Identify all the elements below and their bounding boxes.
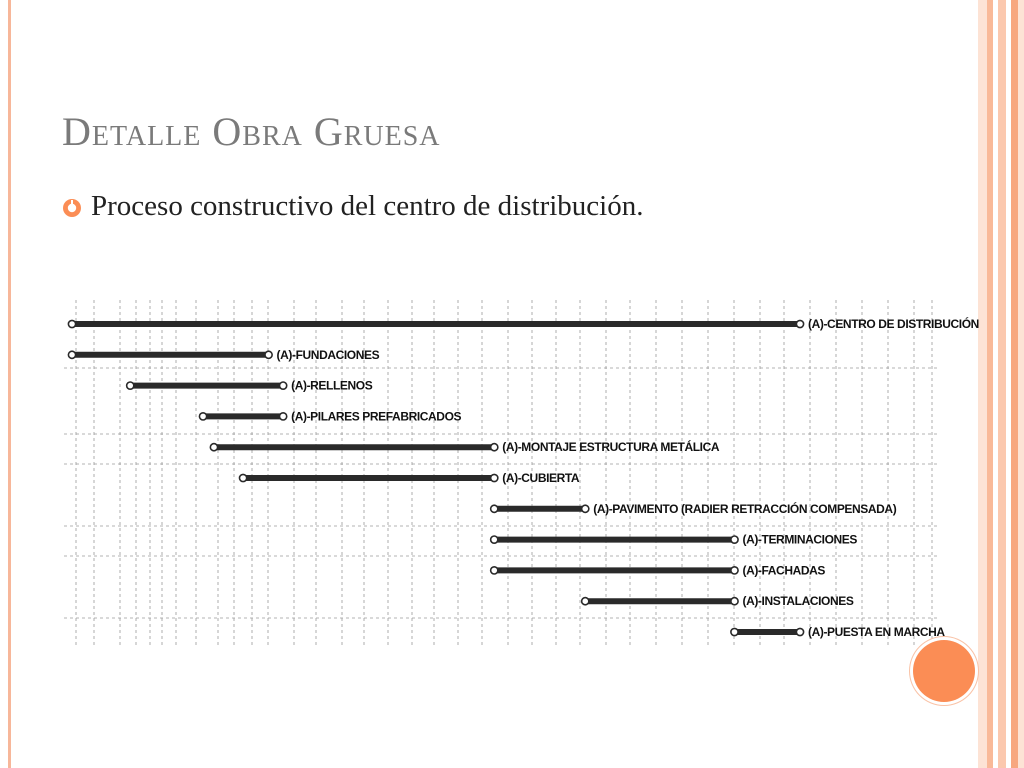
gantt-chart xyxy=(62,298,979,650)
gantt-task-label: (A)-TERMINACIONES xyxy=(742,532,858,547)
gantt-task-label: (A)-INSTALACIONES xyxy=(742,594,854,609)
gantt-bar xyxy=(494,506,585,512)
bar-start-node xyxy=(199,413,206,420)
gantt-task xyxy=(731,625,946,639)
gantt-task xyxy=(199,409,461,423)
bar-start-node xyxy=(127,382,134,389)
gantt-task xyxy=(210,439,720,454)
gantt-svg xyxy=(62,298,979,650)
gantt-bar xyxy=(130,383,283,389)
gantt-bar xyxy=(494,567,734,573)
bar-end-node xyxy=(582,505,589,512)
gantt-task-label: (A)-FUNDACIONES xyxy=(276,347,380,362)
bullet-circle-icon xyxy=(62,198,82,218)
bar-end-node xyxy=(796,320,803,327)
decorative-orange-circle xyxy=(913,640,975,702)
right-decorative-stripes xyxy=(976,0,1024,768)
gantt-bar xyxy=(243,475,494,481)
bar-end-node xyxy=(491,444,498,451)
bar-start-node xyxy=(491,536,498,543)
bar-start-node xyxy=(731,628,738,635)
gantt-task-label: (A)-MONTAJE ESTRUCTURA METÁLICA xyxy=(502,440,720,455)
bar-end-node xyxy=(491,474,498,481)
gantt-task-label: (A)-PUESTA EN MARCHA xyxy=(808,625,945,639)
bar-end-node xyxy=(731,598,738,605)
gantt-task-label: (A)-CUBIERTA xyxy=(502,471,580,485)
gantt-bar xyxy=(214,444,494,450)
bar-end-node xyxy=(731,536,738,543)
bullet-text: Proceso constructivo del centro de distribución. xyxy=(91,190,644,222)
bar-start-node xyxy=(582,598,589,605)
gantt-bar xyxy=(585,598,734,604)
gantt-task xyxy=(582,594,854,608)
bar-start-node xyxy=(239,474,246,481)
bar-end-node xyxy=(731,567,738,574)
gantt-task-label: (A)-PILARES PREFABRICADOS xyxy=(291,409,462,424)
gantt-task xyxy=(491,533,858,547)
bar-start-node xyxy=(68,351,75,358)
gantt-task xyxy=(68,348,379,362)
gantt-bar xyxy=(734,629,800,635)
gantt-bar xyxy=(72,352,269,358)
gantt-task-label: (A)-CENTRO DE DISTRIBUCIÓN xyxy=(808,317,979,331)
gantt-task xyxy=(491,501,897,516)
bar-end-node xyxy=(280,413,287,420)
bar-start-node xyxy=(210,444,217,451)
gantt-bar xyxy=(494,537,734,543)
gantt-task-label: (A)-PAVIMENTO (RADIER RETRACCIÓN COMPENSADA) xyxy=(593,501,897,516)
gantt-task xyxy=(127,379,373,393)
gantt-task xyxy=(68,316,979,331)
gantt-task xyxy=(239,471,579,485)
gantt-task-label: (A)-RELLENOS xyxy=(291,378,373,393)
gantt-bar xyxy=(72,321,800,327)
bar-end-node xyxy=(280,382,287,389)
bar-start-node xyxy=(491,505,498,512)
gantt-task-label: (A)-FACHADAS xyxy=(742,563,826,578)
left-frame-line xyxy=(8,0,11,768)
gantt-bar xyxy=(203,413,283,419)
bar-start-node xyxy=(491,567,498,574)
bar-end-node xyxy=(265,351,272,358)
slide-title: Detalle Obra Gruesa xyxy=(62,109,441,154)
bullet-item xyxy=(62,190,643,223)
bar-end-node xyxy=(796,628,803,635)
gantt-task xyxy=(491,563,826,577)
bar-start-node xyxy=(68,320,75,327)
